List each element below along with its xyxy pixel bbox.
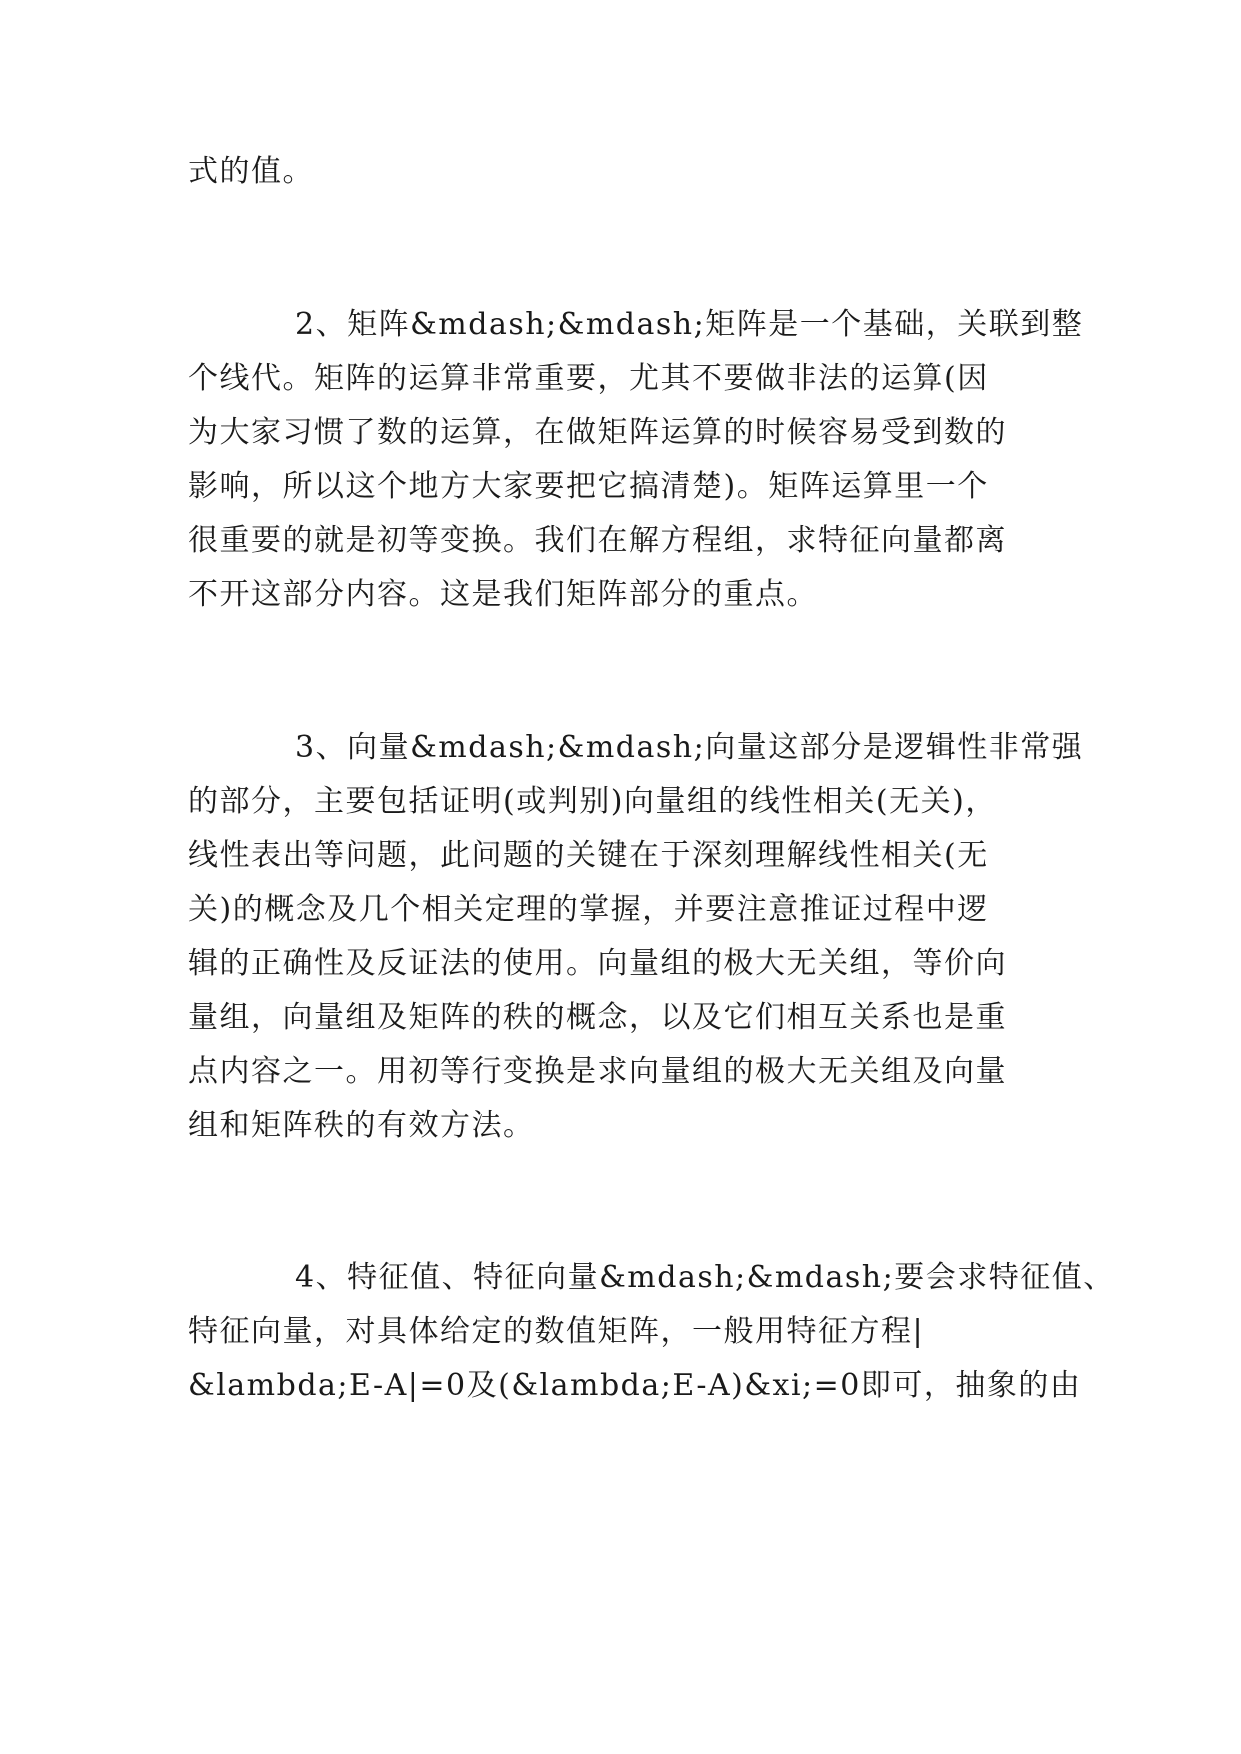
text-line: 组和矩阵秩的有效方法。 [188, 1108, 535, 1143]
paragraph-4-heading-line: 4、特征值、特征向量&mdash;&mdash;要会求特征值、 [295, 1260, 1115, 1295]
paragraph-2-heading-line: 2、矩阵&mdash;&mdash;矩阵是一个基础，关联到整 [295, 307, 1084, 342]
text-line: 为大家习惯了数的运算，在做矩阵运算的时候容易受到数的 [188, 415, 1007, 450]
text-line: 影响，所以这个地方大家要把它搞清楚)。矩阵运算里一个 [188, 469, 989, 504]
text-line: 辑的正确性及反证法的使用。向量组的极大无关组，等价向 [188, 946, 1007, 981]
text-line: 特征向量，对具体给定的数值矩阵，一般用特征方程| [188, 1314, 925, 1349]
text-line: 点内容之一。用初等行变换是求向量组的极大无关组及向量 [188, 1054, 1007, 1089]
text-line: 很重要的就是初等变换。我们在解方程组，求特征向量都离 [188, 523, 1007, 558]
text-line: 关)的概念及几个相关定理的掌握，并要注意推证过程中逻 [188, 892, 989, 927]
paragraph-3-heading-line: 3、向量&mdash;&mdash;向量这部分是逻辑性非常强 [295, 730, 1084, 765]
text-line: 不开这部分内容。这是我们矩阵部分的重点。 [188, 577, 818, 612]
text-line: 式的值。 [188, 154, 314, 189]
text-line: 的部分，主要包括证明(或判别)向量组的线性相关(无关)， [188, 784, 997, 819]
text-line: 量组，向量组及矩阵的秩的概念，以及它们相互关系也是重 [188, 1000, 1007, 1035]
text-line: 线性表出等问题，此问题的关键在于深刻理解线性相关(无 [188, 838, 989, 873]
text-line: 个线代。矩阵的运算非常重要，尤其不要做非法的运算(因 [188, 361, 989, 396]
text-line: &lambda;E-A|=0及(&lambda;E-A)&xi;=0即可，抽象的由 [188, 1368, 1082, 1403]
